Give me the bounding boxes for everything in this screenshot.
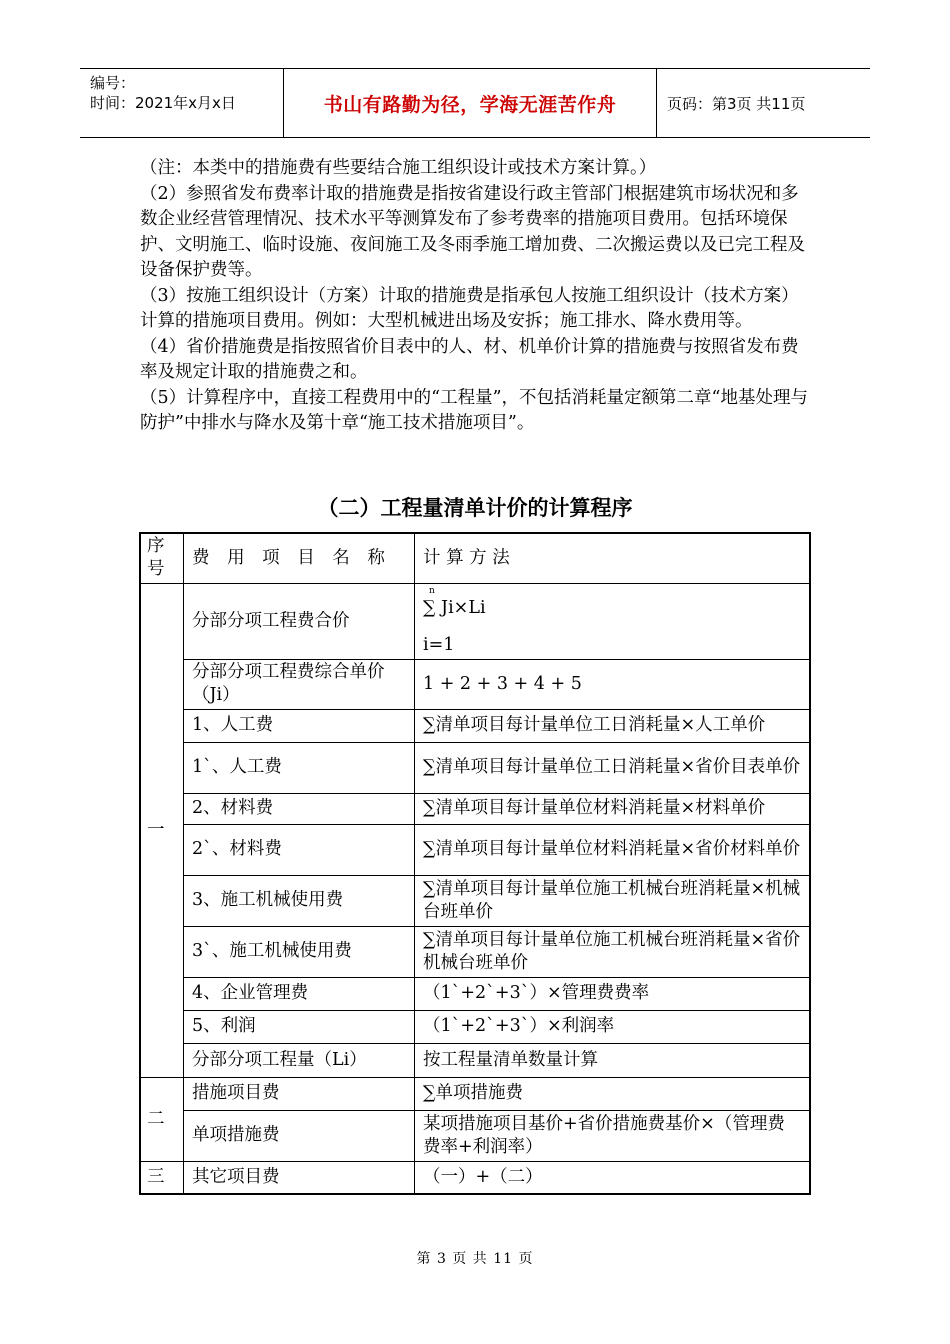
table-row — [140, 875, 810, 926]
item-name: 单项措施费 — [184, 1110, 415, 1161]
time-label: 时间：2021年x月x日 — [90, 94, 236, 112]
note-paragraph: （4）省价措施费是指按照省价目表中的人、材、机单价计算的措施费与按照省发布费率及规定计取的措施费之和。 — [140, 336, 799, 382]
table-row — [140, 1077, 810, 1110]
item-name: 2`、材料费 — [184, 824, 415, 875]
table-header-row — [140, 533, 810, 583]
method: ∑清单项目每计量单位施工机械台班消耗量×省价机械台班单价 — [415, 926, 811, 977]
note-paragraph: （3）按施工组织设计（方案）计取的措施费是指承包人按施工组织设计（技术方案）计算的措施项目费用。例如：大型机械进出场及安拆；施工排水、降水费用等。 — [140, 285, 799, 331]
item-name: 分部分项工程量（Li） — [184, 1043, 415, 1077]
method: （1`+2`+3`）×利润率 — [415, 1010, 811, 1043]
header-item-name: 费 用 项 目 名 称 — [184, 533, 415, 583]
item-name: 3、施工机械使用费 — [184, 875, 415, 926]
item-name: 4、企业管理费 — [184, 977, 415, 1010]
method: 按工程量清单数量计算 — [415, 1043, 811, 1077]
header-seq: 序号 — [140, 533, 184, 583]
group-label: 二 — [140, 1077, 184, 1161]
table-row — [140, 1161, 810, 1194]
method: 1 + 2 + 3 + 4 + 5 — [415, 659, 811, 709]
number-label: 编号： — [90, 74, 136, 92]
page-footer: 第 3 页 共 11 页 — [416, 1251, 534, 1267]
note-paragraph: （5）计算程序中，直接工程费用中的“工程量”，不包括消耗量定额第二章“地基处理与防护”中排水与降水及第十章“施工技术措施项目”。 — [140, 387, 808, 433]
item-name: 分部分项工程费综合单价（Ji） — [184, 659, 415, 709]
table-row — [140, 926, 810, 977]
note-paragraph: （注：本类中的措施费有些要结合施工组织设计或技术方案计算。） — [140, 158, 657, 178]
method: ∑单项措施费 — [415, 1077, 811, 1110]
table-row — [140, 793, 810, 824]
table-row — [140, 1010, 810, 1043]
item-name: 措施项目费 — [184, 1077, 415, 1110]
group-label: 一 — [140, 583, 184, 1077]
method: ∑清单项目每计量单位工日消耗量×省价目表单价 — [415, 742, 811, 793]
item-name: 分部分项工程费合价 — [184, 583, 415, 659]
table-row — [140, 824, 810, 875]
method: （1`+2`+3`）×管理费费率 — [415, 977, 811, 1010]
table-row — [140, 742, 810, 793]
sum-expression: ∑ Ji×Li — [423, 598, 486, 618]
sum-lower-limit: i=1 — [423, 635, 455, 655]
note-paragraph: （2）参照省发布费率计取的措施费是指按省建设行政主管部门根据建筑市场状况和多数企业经营管理情况、技术水平等测算发布了参考费率的措施项目费用。包括环境保护、文明施工、临时设施、夜间施工及冬雨季施工增加费、二次搬运费以及已完工程及设备保护费等。 — [140, 183, 805, 280]
table-row — [140, 709, 810, 742]
table-row — [140, 659, 810, 709]
header-motto-cell — [283, 69, 657, 137]
header-meta — [80, 69, 283, 137]
method: ∑清单项目每计量单位工日消耗量×人工单价 — [415, 709, 811, 742]
header-method: 计 算 方 法 — [415, 533, 811, 583]
sum-upper-limit: n — [429, 586, 435, 596]
item-name: 1、人工费 — [184, 709, 415, 742]
table-row — [140, 583, 810, 659]
item-name: 1`、人工费 — [184, 742, 415, 793]
item-name: 3`、施工机械使用费 — [184, 926, 415, 977]
group-label: 三 — [140, 1161, 184, 1194]
table-row — [140, 977, 810, 1010]
table-row — [140, 1043, 810, 1077]
method-formula — [415, 583, 811, 659]
document-header — [80, 68, 870, 138]
table-row — [140, 1110, 810, 1161]
calculation-table — [139, 532, 811, 1195]
method: ∑清单项目每计量单位材料消耗量×省价材料单价 — [415, 824, 811, 875]
section-title: （二）工程量清单计价的计算程序 — [317, 496, 633, 520]
page-code: 页码：第3页 共11页 — [667, 94, 806, 113]
notes-body — [140, 156, 816, 437]
motto: 书山有路勤为径，学海无涯苦作舟 — [323, 93, 617, 116]
item-name: 5、利润 — [184, 1010, 415, 1043]
method: ∑清单项目每计量单位施工机械台班消耗量×机械台班单价 — [415, 875, 811, 926]
item-name: 2、材料费 — [184, 793, 415, 824]
method: ∑清单项目每计量单位材料消耗量×材料单价 — [415, 793, 811, 824]
method: （一）+（二） — [415, 1161, 811, 1194]
item-name: 其它项目费 — [184, 1161, 415, 1194]
header-page-cell — [657, 69, 870, 137]
method: 某项措施项目基价+省价措施费基价×（管理费费率+利润率） — [415, 1110, 811, 1161]
